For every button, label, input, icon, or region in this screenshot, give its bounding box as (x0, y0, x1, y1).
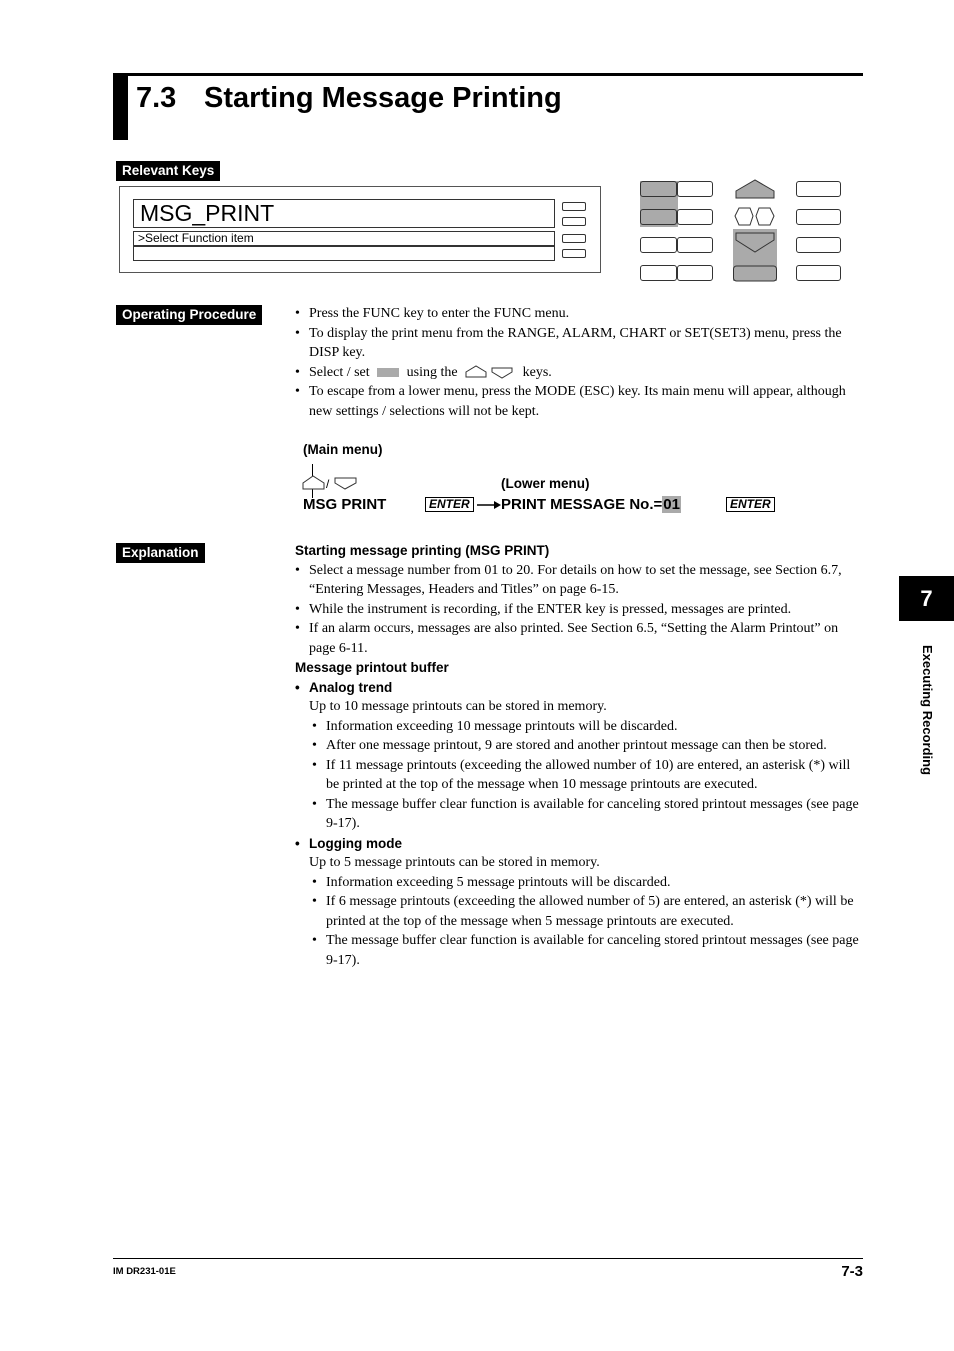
logging-item: • If 6 message printouts (exceeding the allowed number of 5) are entered, an asterisk (*) will be printed at the top of the message when 5 message printouts are executed. (312, 892, 865, 931)
lower-menu-item-text: PRINT MESSAGE No.= (501, 496, 663, 513)
lower-menu-item (501, 496, 681, 513)
logging-item: • The message buffer clear function is available for canceling stored printout messages (see page 9-17). (312, 931, 865, 970)
explanation-item: • If an alarm occurs, messages are also printed. See Section 6.5, “Setting the Alarm Printout” on page 6-11. (295, 619, 865, 658)
procedure-item: • Press the FUNC key to enter the FUNC menu. (295, 304, 865, 324)
procedure-item: • To escape from a lower menu, press the MODE (ESC) key. Its main menu will appear, although new settings / selections will not be kept. (295, 382, 865, 421)
svg-text:/: / (326, 477, 330, 491)
section-title (136, 82, 562, 115)
lcd-side-button (562, 249, 586, 258)
key (796, 237, 841, 253)
explanation-item: • While the instrument is recording, if the ENTER key is pressed, messages are printed. (295, 600, 865, 620)
explanation-heading: Message printout buffer (295, 660, 449, 675)
section-title-text: Starting Message Printing (204, 82, 562, 114)
logging-item: • Information exceeding 5 message printouts will be discarded. (312, 873, 865, 893)
main-menu-label: (Main menu) (303, 442, 383, 457)
lcd-side-button (562, 234, 586, 243)
logging-intro: Up to 5 message printouts can be stored in memory. (309, 855, 600, 870)
key (677, 209, 713, 225)
operating-procedure-label: Operating Procedure (116, 305, 262, 325)
explanation-label: Explanation (116, 543, 205, 563)
analog-item: • The message buffer clear function is available for canceling stored printout messages (see page 9-17). (312, 795, 865, 834)
lcd-side-button (562, 202, 586, 211)
title-rule (113, 73, 863, 76)
lcd-line-1: MSG_PRINT (133, 199, 555, 228)
key (796, 181, 841, 197)
subheading-logging-text: Logging mode (309, 835, 402, 851)
procedure-item: • To display the print menu from the RANGE, ALARM, CHART or SET(SET3) menu, press the DISP key. (295, 324, 865, 363)
key (796, 209, 841, 225)
select-middle: using the (406, 364, 458, 380)
explanation-heading: Starting message printing (MSG PRINT) (295, 543, 550, 558)
key-func (640, 181, 677, 197)
lcd-line-3 (133, 246, 555, 261)
arrow-right-icon (476, 500, 502, 510)
section-number: 7.3 (136, 82, 177, 114)
subheading-analog: • Analog trend (295, 679, 393, 695)
key-disp (640, 209, 677, 225)
chapter-tab: 7 (899, 576, 954, 621)
procedure-item-select (295, 363, 865, 383)
lcd-line-2: >Select Function item (133, 231, 555, 246)
analog-intro: Up to 10 message printouts can be stored in memory. (309, 699, 607, 714)
side-label: Executing Recording (920, 645, 935, 776)
key (796, 265, 841, 281)
footer-rule (113, 1258, 863, 1259)
explanation-section (295, 541, 865, 970)
key (677, 181, 713, 197)
lower-menu-label: (Lower menu) (501, 476, 590, 491)
lower-menu-value: 01 (663, 496, 680, 513)
subheading-analog-text: Analog trend (309, 679, 393, 695)
lcd-side-button (562, 217, 586, 226)
enter-key-badge: ENTER (726, 497, 775, 512)
analog-item: • If 11 message printouts (exceeding the allowed number of 10) are entered, an asterisk (*) will be printed at the top of the message when 10 message printouts are executed. (312, 756, 865, 795)
main-menu-item: MSG PRINT (303, 496, 387, 513)
procedure-section (295, 304, 865, 421)
enter-key-badge: ENTER (425, 497, 474, 512)
footer-doc-id: IM DR231-01E (113, 1266, 176, 1277)
page-number: 7-3 (841, 1263, 863, 1280)
select-suffix: keys. (522, 364, 552, 380)
select-prefix: Select / set (309, 364, 370, 380)
up-down-keys-icon (465, 365, 515, 379)
key (677, 265, 713, 281)
analog-item: • After one message printout, 9 are stored and another printout message can then be stored. (312, 736, 865, 756)
title-bar (113, 73, 128, 140)
arrow-keys-icon (733, 178, 779, 284)
subheading-logging: • Logging mode (295, 835, 402, 851)
key (640, 237, 677, 253)
up-down-keys-icon (302, 475, 358, 491)
key-mode (640, 265, 677, 281)
analog-item: • Information exceeding 10 message printouts will be discarded. (312, 717, 865, 737)
relevant-keys-label: Relevant Keys (116, 161, 220, 181)
explanation-item: • Select a message number from 01 to 20. For details on how to set the message, see Section 6.7, “Entering Messages, Headers and Titles” on page 6-15. (295, 561, 865, 600)
key (677, 237, 713, 253)
highlight-swatch (377, 368, 399, 377)
